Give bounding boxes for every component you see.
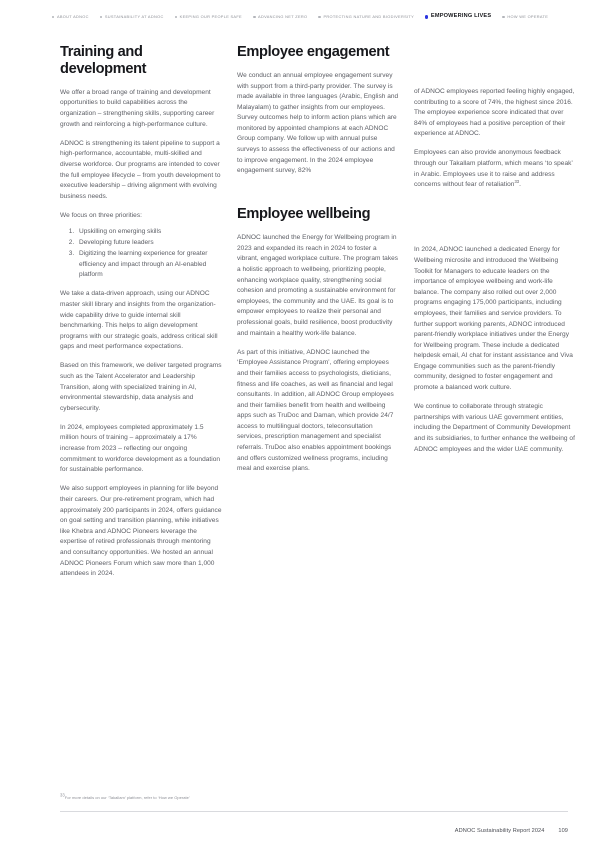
page-title-training-and-development: Training and development — [60, 44, 147, 77]
bullet-dot-icon — [175, 16, 178, 19]
nav-item-label: KEEPING OUR PEOPLE SAFE — [179, 14, 242, 20]
nav-item-about-adnoc[interactable] — [52, 15, 89, 19]
paragraph-wellbeing-microsite: In 2024, ADNOC launched a dedicated Energy for Wellbeing microsite and introduced the Wellbeing Toolkit for Managers to educate leaders on the importance of employee wellbeing and work-life balance. The company also rolled out over 2,000 programs engaging 175,000 participants, including employees, their families and service providers. To further support working parents, ADNOC introduced parent-friendly workplace initiatives under the Energy for Wellbeing program. These include a dedicated helpdesk email, AI chat for instant assistance and Viva Engage communities such as the parent-friendly community, designed to foster engagement and promote a balanced work culture. — [414, 246, 573, 392]
nav-item-how-we-operate[interactable] — [502, 15, 548, 19]
list-item: 3. Digitizing the learning experience for greater efficiency and impact through an AI-enabled platform — [76, 249, 223, 281]
page-title-employee-wellbeing: Employee wellbeing — [237, 206, 371, 223]
footnote-text: For more details on our ‘Takallam’ platform, refer to ‘How we Operate’ — [64, 795, 190, 800]
nav-item-empowering-lives[interactable] — [425, 14, 491, 20]
page-content — [60, 44, 575, 808]
paragraph-priorities-lead-in: We focus on three priorities: — [60, 211, 142, 219]
footnote — [60, 792, 260, 801]
column-mid-spacer — [414, 199, 577, 245]
column-employee-engagement-and-wellbeing — [237, 44, 400, 475]
paragraph-engagement-survey: We conduct an annual employee engagement survey with support from a third-party provider. The survey is made available in three languages (Arabic, English and Malayalam) to gather insights from our employees. Survey outcomes help to inform action plans which are monitored by appointed champions at each ADNOC Group company. We follow up with annual pulse surveys to assess the effectiveness of our actions and to improve engagement. In the 2024 employee engagement survey, 82% — [237, 71, 399, 175]
three-column-layout — [60, 44, 575, 580]
bullet-dot-icon — [52, 16, 55, 19]
nav-item-label: PROTECTING NATURE AND BIODIVERSITY — [323, 14, 415, 20]
nav-item-keeping-our-people-safe[interactable] — [175, 15, 242, 19]
nav-item-sustainability-at-adnoc[interactable] — [100, 15, 164, 19]
paragraph-targeted-programs: Based on this framework, we deliver targeted programs such as the Talent Accelerator and Leadership Transition, along with specialized training in AI, environmental stewardship, data analysis and cybersecurity. — [60, 362, 222, 412]
list-item: 2. Developing future leaders — [76, 238, 223, 249]
nav-item-protecting-nature-and-biodiversity[interactable] — [318, 15, 414, 19]
footer-report-title: ADNOC Sustainability Report 2024 — [454, 828, 545, 834]
nav-item-label: HOW WE OPERATE — [507, 14, 549, 20]
nav-item-label: SUSTAINABILITY AT ADNOC — [104, 14, 164, 20]
bullet-dot-icon — [253, 16, 256, 19]
paragraph-takallam-platform — [414, 148, 577, 190]
paragraph-training-intro: We offer a broad range of training and development opportunities to build capabilities across the organization – strengthening skills, supporting career growth and reinforcing a high-performance culture. — [60, 88, 215, 128]
paragraph-pre-retirement-program: We also support employees in planning for life beyond their careers. Our pre-retirement program, which had approximately 200 participants in 2024, offers guidance on goal setting and transition planning, while initiatives like Khebra and ADNOC Pioneers leverage the expertise of retired professionals through mentoring and consultancy opportunities. We hosted an annual ADNOC Pioneers Forum which saw more than 1,000 attendees in 2024. — [60, 485, 222, 578]
column-training-and-development — [60, 44, 223, 580]
bullet-dot-icon — [502, 16, 505, 19]
page-footer — [60, 811, 568, 836]
nav-item-label: ADVANCING NET ZERO — [258, 14, 308, 20]
footnote-marker: 33 — [60, 792, 65, 798]
footnote-reference-marker[interactable]: 33 — [514, 179, 520, 185]
bullet-dot-icon — [100, 16, 103, 19]
paragraph-engagement-results: of ADNOC employees reported feeling highly engaged, contributing to a score of 74%, the highest since 2016. The employee experience score indicated that over 84% of employees had a positive perception of their experience at ADNOC. — [414, 88, 575, 138]
bullet-dot-icon — [425, 15, 428, 18]
column-top-spacer — [414, 44, 577, 87]
nav-item-label: EMPOWERING LIVES — [430, 13, 492, 20]
paragraph-energy-for-wellbeing: ADNOC launched the Energy for Wellbeing program in 2023 and expanded its reach in 2024 to foster a vibrant, engaged workplace culture. The program takes a holistic approach to wellbeing, prioritizing people, enhancing workplace quality, strengthening social cohesion and promoting a sustainable environment for employees, the community and the UAE. Its goal is to empower employees to realize their personal and professional goals, build resilience, boost productivity and maintain a healthy work-life balance. — [237, 234, 399, 337]
paragraph-takallam-text-end: . — [519, 181, 521, 189]
paragraph-takallam-text: Employees can also provide anonymous feedback through our Takallam platform, which means ‘to speak’ in Arabic. Employees use it to raise and address concerns without fear of retaliation — [414, 149, 573, 189]
column-continuation — [414, 44, 577, 455]
list-three-priorities — [60, 227, 223, 281]
bullet-dot-icon — [318, 16, 321, 19]
paragraph-employee-assistance-program: As part of this initiative, ADNOC launched the ‘Employee Assistance Program’, offering employees and their families access to psychologists, dieticians, fitness and life coaches, as well as financial and legal consultants. In addition, all ADNOC Group employees and their families benefit from health and wellbeing apps such as TruDoc and Daman, which provide 24/7 access to multilingual doctors, teleconsultation services, prescription management and specialist referrals. TruDoc also enables appointment bookings and offers customized wellness programs, including meal and exercise plans. — [237, 348, 394, 473]
paragraph-strategic-partnerships: We continue to collaborate through strategic partnerships with various UAE government entities, including the Department of Community Development and its subsidiaries, to further enhance the wellbeing of ADNOC employees and the wider UAE community. — [414, 403, 575, 453]
nav-item-advancing-net-zero[interactable] — [253, 15, 307, 19]
list-item: 1. Upskilling on emerging skills — [76, 227, 223, 238]
paragraph-talent-pipeline: ADNOC is strengthening its talent pipeline to support a high-performance, accountable, multi-skilled and diverse workforce. Our programs are intended to cover the full employee lifecycle – from youth development to executive leadership – driving alignment with evolving business needs. — [60, 139, 221, 200]
paragraph-data-driven-approach: We take a data-driven approach, using our ADNOC master skill library and insights from the organization-wide capability drive to guide internal skill benchmarking. This helps to align development programs with our strategic goals, address critical skill gaps and meet performance expectations. — [60, 290, 218, 351]
paragraph-training-hours-2024: In 2024, employees completed approximately 1.5 million hours of training – approximately a 17% increase from 2023 – reflecting our ongoing commitment to workforce development as a foundation for sustainable performance. — [60, 423, 221, 474]
nav-item-label: ABOUT ADNOC — [56, 14, 89, 20]
section-navigation[interactable] — [0, 0, 600, 34]
section-spacer — [237, 185, 400, 206]
page-title-employee-engagement: Employee engagement — [237, 44, 390, 60]
footer-page-number: 109 — [558, 828, 568, 834]
